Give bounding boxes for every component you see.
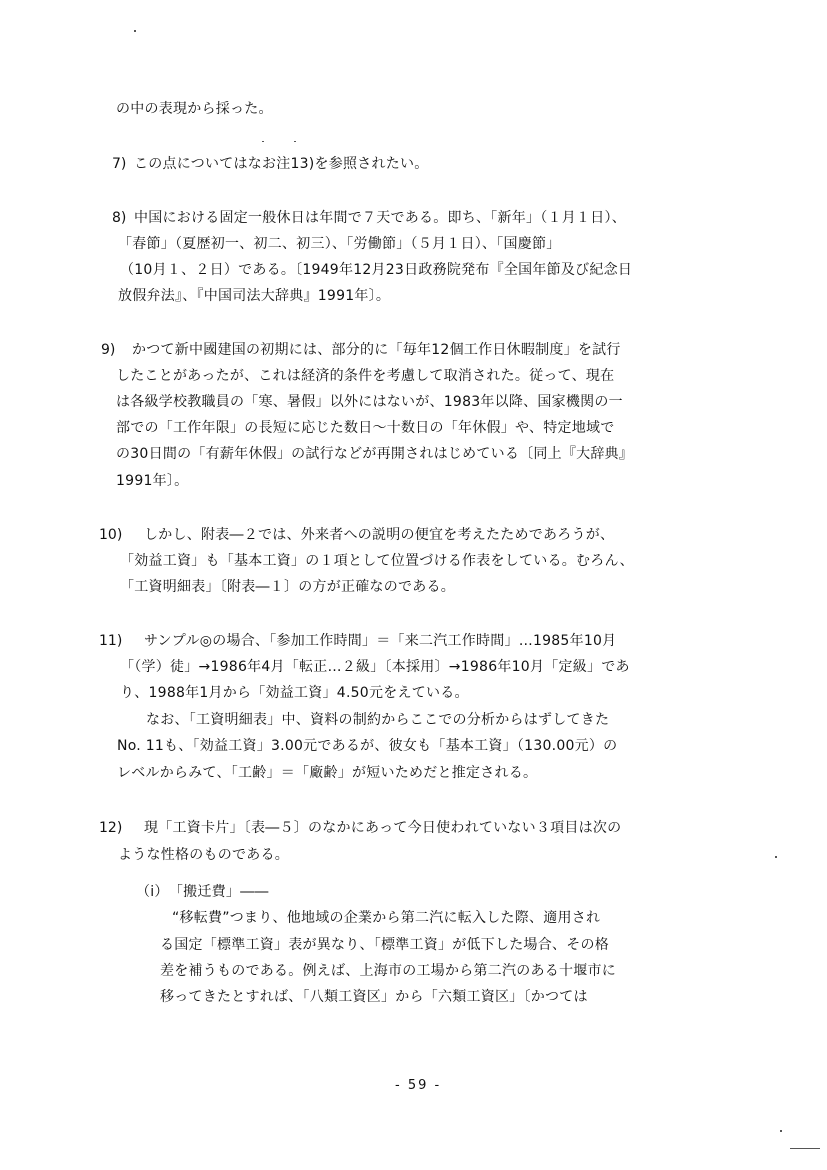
note-number: 10): [99, 527, 123, 543]
note-number: 11): [99, 633, 123, 649]
text-line: かつて新中國建国の初期には、部分的に「毎年12個工作日休暇制度」を試行: [132, 342, 621, 358]
note-number: 8): [112, 210, 127, 226]
text-line: 「工資明細表」〔附表―１〕の方が正確なのである。: [120, 579, 455, 595]
scan-speck: [262, 141, 264, 142]
text-line: （10月１、２日）である。〔1949年12月23日政務院発布『全国年節及び紀念日: [120, 262, 633, 278]
text-line: サンプル◎の場合、「参加工作時間」＝「来二汽工作時間」…1985年10月: [144, 633, 617, 649]
text-line: レベルからみて、「工齢」＝「廠齢」が短いためだと推定される。: [117, 765, 538, 781]
text-line: しかし、附表―２では、外来者への説明の便宜を考えたためであろうが、: [144, 527, 615, 543]
scan-speck: [134, 30, 136, 32]
text-line: 「春節」（夏歴初一、初二、初三）、「労働節」（５月１日）、「国慶節」: [118, 236, 561, 252]
text-line: したことがあったが、これは経済的条件を考慮して取消された。従って、現在: [116, 368, 615, 384]
scan-speck: [790, 1148, 820, 1149]
text-line: の30日間の「有薪年休假」の試行などが再開されはじめている〔同上『大辞典』: [116, 446, 634, 462]
note-number: 9): [101, 342, 116, 358]
page-number: - 59 -: [395, 1078, 442, 1093]
text-line: なお、「工資明細表」中、資料の制約からここでの分析からはずしてきた: [146, 712, 610, 728]
text-line: 中国における固定一般休日は年間で７天である。即ち、「新年」（１月１日）、: [134, 210, 626, 226]
text-line: の中の表現から採った。: [116, 101, 273, 117]
text-line: 放假弁法』、『中国司法大辞典』1991年〕。: [118, 288, 391, 304]
note-number: 7): [112, 156, 127, 172]
text-line: （i） 「搬迁費」――: [136, 884, 269, 900]
text-line: 部での「工作年限」の長短に応じた数日〜十数日の「年休假」や、特定地域で: [116, 420, 615, 436]
text-line: り、1988年1月から「効益工資」4.50元をえている。: [120, 685, 469, 701]
text-line: 1991年〕。: [116, 473, 189, 489]
text-line: 「効益工資」も「基本工資」の１項として位置づける作表をしている。むろん、: [120, 553, 634, 569]
text-line: 差を補うものである。例えば、上海市の工場から第二汽のある十堰市に: [160, 963, 616, 979]
text-line: “移転費”つまり、他地域の企業から第二汽に転入した際、適用され: [172, 910, 601, 926]
text-line: No. 11も、「効益工資」3.00元であるが、彼女も「基本工資」（130.00元）の: [117, 738, 618, 754]
text-line: 移ってきたとすれば、「八類工資区」から「六類工資区」〔かつては: [160, 989, 588, 1005]
text-line: る国定「標準工資」表が異なり、「標準工資」が低下した場合、その格: [160, 937, 609, 953]
text-line: は各級学校教職員の「寒、暑假」以外にはないが、1983年以降、国家機関の一: [116, 394, 623, 410]
text-line: 現「工資卡片」〔表―５〕のなかにあって今日使われていない３項目は次の: [144, 820, 622, 836]
scan-speck: [775, 856, 777, 858]
text-line: 「（学）徒」→1986年4月「転正…２級」〔本採用〕→1986年10月「定級」であ: [120, 659, 630, 675]
text-line: この点についてはなお注13)を参照されたい。: [134, 156, 429, 172]
text-line: ような性格のものである。: [118, 847, 289, 863]
scan-speck: [780, 1130, 782, 1132]
scan-speck: [294, 141, 296, 142]
note-number: 12): [99, 820, 123, 836]
